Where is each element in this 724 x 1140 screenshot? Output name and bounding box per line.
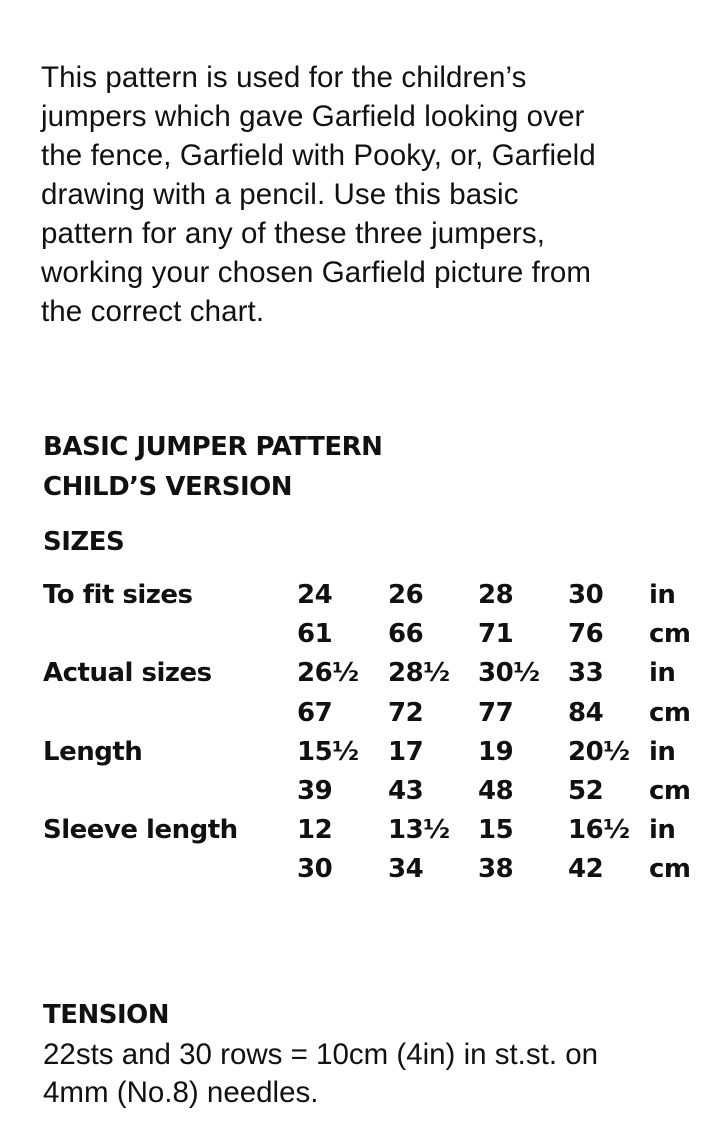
- size-cell: 52: [568, 775, 604, 806]
- size-row-label: Sleeve length: [43, 815, 238, 846]
- size-cell: 20½: [568, 736, 630, 767]
- size-cell: 43: [388, 775, 424, 806]
- intro-line: the fence, Garfield with Pooky, or, Garfield: [41, 139, 596, 172]
- tension-line: 22sts and 30 rows = 10cm (4in) in st.st. on: [43, 1038, 599, 1071]
- size-cell: 76: [568, 619, 604, 650]
- size-cell: 39: [297, 775, 333, 806]
- size-cell: 61: [297, 619, 333, 650]
- size-cell: 26: [388, 580, 424, 610]
- pattern-subtitle: CHILD’S VERSION: [43, 472, 292, 502]
- intro-line: pattern for any of these three jumpers,: [41, 217, 546, 250]
- size-cell: 33: [568, 658, 604, 689]
- size-row-label: To fit sizes: [43, 580, 193, 610]
- size-cell: 17: [388, 736, 424, 767]
- size-row-label: Length: [43, 736, 143, 767]
- size-cell: 30½: [478, 658, 540, 689]
- size-cell: 26½: [297, 658, 359, 689]
- intro-line: This pattern is used for the children’s: [41, 61, 527, 94]
- size-cell: 38: [478, 854, 514, 885]
- tension-line: 4mm (No.8) needles.: [43, 1076, 319, 1109]
- size-unit: cm: [649, 854, 691, 885]
- size-row-label: Actual sizes: [43, 658, 212, 689]
- size-cell: 16½: [568, 815, 630, 846]
- intro-line: the correct chart.: [41, 295, 265, 328]
- size-unit: cm: [649, 619, 691, 650]
- pattern-title: BASIC JUMPER PATTERN: [43, 432, 383, 462]
- size-cell: 48: [478, 775, 514, 806]
- size-cell: 13½: [388, 815, 450, 846]
- size-cell: 30: [568, 580, 604, 610]
- intro-line: drawing with a pencil. Use this basic: [41, 178, 519, 211]
- size-cell: 12: [297, 815, 333, 846]
- size-cell: 72: [388, 697, 424, 728]
- size-cell: 67: [297, 697, 333, 728]
- size-cell: 84: [568, 697, 604, 728]
- intro-line: jumpers which gave Garfield looking over: [41, 100, 585, 133]
- size-unit: in: [649, 580, 676, 610]
- size-cell: 77: [478, 697, 514, 728]
- tension-text: [43, 1036, 598, 1112]
- size-cell: 15: [478, 815, 514, 846]
- size-cell: 66: [388, 619, 424, 650]
- size-cell: 15½: [297, 736, 359, 767]
- size-cell: 24: [297, 580, 333, 610]
- size-unit: in: [649, 815, 676, 846]
- size-unit: in: [649, 736, 676, 767]
- size-unit: cm: [649, 697, 691, 728]
- size-cell: 34: [388, 854, 424, 885]
- sizes-heading: SIZES: [43, 527, 125, 557]
- size-cell: 71: [478, 619, 514, 650]
- tension-heading: TENSION: [43, 1000, 170, 1030]
- size-unit: in: [649, 658, 676, 689]
- size-cell: 19: [478, 736, 514, 767]
- intro-line: working your chosen Garfield picture from: [41, 256, 592, 289]
- size-cell: 30: [297, 854, 333, 885]
- size-unit: cm: [649, 775, 691, 806]
- intro-paragraph: [41, 58, 701, 331]
- size-cell: 28: [478, 580, 514, 610]
- size-cell: 42: [568, 854, 604, 885]
- size-cell: 28½: [388, 658, 450, 689]
